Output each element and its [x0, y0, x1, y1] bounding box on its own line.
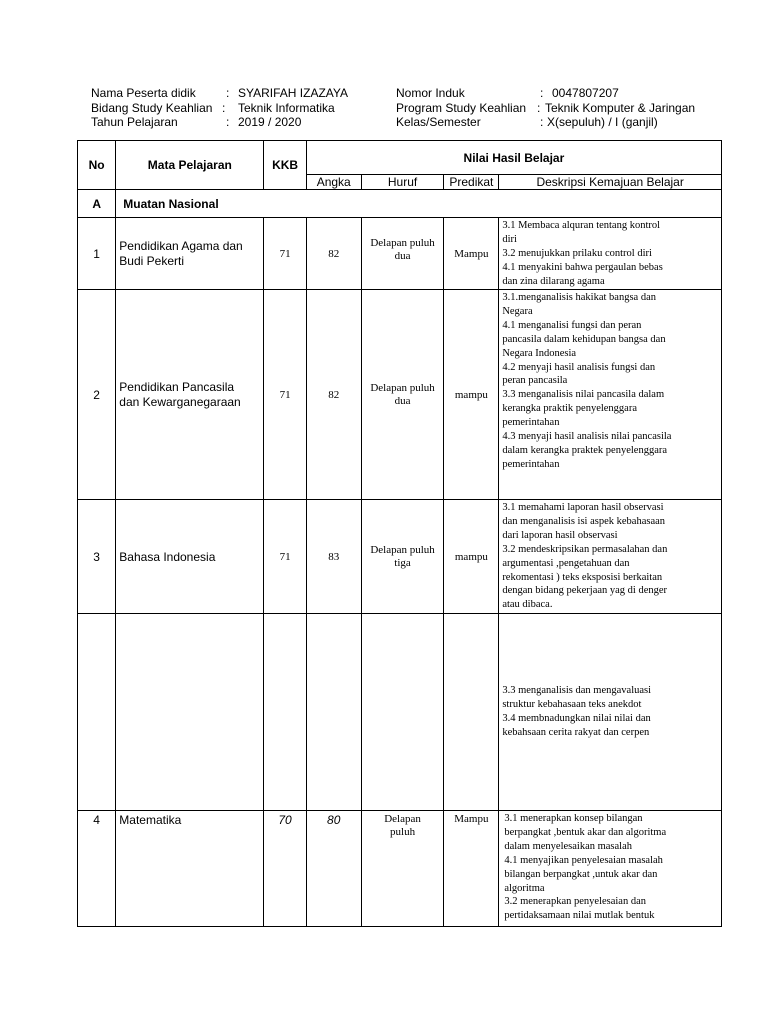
description-line: 4.3 menyaji hasil analisis nilai pancasila: [502, 431, 672, 443]
predicate-cell: Mampu: [444, 811, 499, 927]
header-no: No: [78, 141, 116, 190]
colon: :: [537, 100, 541, 115]
description-line: 3.1.menganalisis hakikat bangsa dan: [502, 292, 656, 303]
description-line: 3.2 mendeskripsikan permasalahan dan: [502, 543, 668, 555]
colon: :: [540, 86, 544, 100]
student-name-value: SYARIFAH IZAZAYA: [238, 86, 349, 100]
header-learning-results: Nilai Hasil Belajar: [306, 141, 721, 175]
description-line: dalam kerangka praktek penyelenggara: [502, 444, 668, 456]
subject-line: Matematika: [119, 813, 182, 827]
kkb-cell: 71: [264, 218, 306, 290]
student-id-label: Nomor Induk: [396, 86, 465, 100]
kkb-cell: 70: [264, 811, 306, 927]
subject-cell: [116, 218, 264, 290]
description-cell: [499, 500, 722, 614]
description-line: dan menganalisis isi aspek kebahasaan: [502, 515, 666, 527]
student-name-label: Nama Peserta didik: [91, 86, 196, 100]
score-number-cell: 82: [306, 290, 361, 500]
predicate-cell: mampu: [444, 290, 499, 500]
score-number-cell: [306, 614, 361, 811]
description-line: algoritma: [504, 882, 545, 894]
program-label: Program Study Keahlian: [396, 100, 527, 115]
subject-line: Pendidikan Agama dan: [119, 238, 243, 253]
field-value: Teknik Informatika: [238, 100, 335, 115]
description-line: peran pancasila: [502, 375, 568, 387]
description-line: pemerintahan: [502, 417, 560, 429]
score-letter-line: dua: [394, 249, 411, 262]
description-line: dan zina dilarang agama: [502, 275, 605, 287]
subject-cell: [116, 811, 264, 927]
header-subject: Mata Pelajaran: [116, 141, 264, 190]
description-line: dengan bidang pekerjaan yag di denger: [502, 585, 668, 597]
description-line: berpangkat ,bentuk akar dan algoritma: [504, 826, 667, 838]
table-row: [78, 290, 722, 500]
field-label: Bidang Study Keahlian: [91, 100, 213, 115]
description-line: pemerintahan: [502, 458, 560, 470]
description-line: 4.2 menyaji hasil analisis fungsi dan: [502, 361, 656, 373]
score-letter-cell: [361, 811, 444, 927]
header-predicate: Predikat: [444, 175, 499, 190]
description-line: struktur kebahasaan teks anekdot: [502, 699, 642, 711]
score-letter-line: Delapan puluh: [370, 381, 435, 394]
header-description: Deskripsi Kemajuan Belajar: [499, 175, 722, 190]
description-line: 4.1 menganalisi fungsi dan peran: [502, 319, 642, 331]
kkb-cell: [264, 614, 306, 811]
description-line: argumentasi ,pengetahuan dan: [502, 557, 630, 569]
year-value: 2019 / 2020: [238, 115, 302, 129]
description-line: 3.2 menujukkan prilaku control diri: [502, 247, 652, 259]
table-row: [78, 218, 722, 290]
program-value: Teknik Komputer & Jaringan: [545, 100, 696, 115]
subject-line: Budi Pekerti: [119, 253, 184, 268]
description-line: bilangan berpangkat ,untuk akar dan: [504, 868, 658, 880]
class-semester-label: Kelas/Semester: [396, 115, 481, 129]
header-score-number: Angka: [306, 175, 361, 190]
row-number: 4: [78, 811, 116, 927]
kkb-cell: 71: [264, 500, 306, 614]
description-line: pertidaksamaan nilai mutlak bentuk: [504, 910, 655, 922]
description-line: 3.1 memahami laporan hasil observasi: [502, 502, 664, 513]
description-line: atau dibaca.: [502, 599, 553, 611]
description-line: kebahsaan cerita rakyat dan cerpen: [502, 726, 650, 738]
predicate-cell: Mampu: [444, 218, 499, 290]
section-title: Muatan Nasional: [116, 190, 722, 218]
description-line: kerangka praktik penyelenggara: [502, 403, 637, 415]
description-line: Negara Indonesia: [502, 347, 577, 359]
class-semester-value: X(sepuluh) / I (ganjil): [547, 115, 658, 129]
description-cell: [499, 811, 722, 927]
score-letter-line: Delapan puluh: [370, 543, 435, 556]
predicate-cell: [444, 614, 499, 811]
description-cell: [499, 290, 722, 500]
description-line: pancasila dalam kehidupan bangsa dan: [502, 333, 666, 345]
description-line: Negara: [502, 305, 533, 317]
header-score-letter: Huruf: [361, 175, 444, 190]
score-letter-line: Delapan puluh: [370, 236, 435, 249]
colon: :: [226, 115, 230, 129]
description-line: 4.1 menyakini bahwa pergaulan bebas: [502, 261, 663, 273]
score-letter-line: dua: [394, 394, 411, 407]
description-line: 3.2 menerapkan penyelesaian dan: [504, 896, 647, 908]
row-number: 2: [78, 290, 116, 500]
score-number-cell: 82: [306, 218, 361, 290]
description-line: 4.1 menyajikan penyelesaian masalah: [504, 854, 663, 866]
kkb-cell: 71: [264, 290, 306, 500]
grades-table: [77, 140, 722, 927]
subject-cell: [116, 500, 264, 614]
section-code: A: [78, 190, 116, 218]
score-number-cell: 80: [306, 811, 361, 927]
subject-line: Pendidikan Pancasila: [119, 379, 235, 394]
row-number: [78, 614, 116, 811]
score-letter-cell: [361, 218, 444, 290]
description-line: 3.4 membnadungkan nilai nilai dan: [502, 713, 651, 724]
student-id-value: 0047807207: [552, 86, 619, 100]
score-letter-cell: [361, 500, 444, 614]
description-line: dalam menyelesaikan masalah: [504, 840, 633, 852]
score-letter-cell: [361, 614, 444, 811]
colon: :: [222, 100, 226, 115]
header-kkb: KKB: [264, 141, 306, 190]
subject-line: Bahasa Indonesia: [119, 549, 216, 564]
row-number: 1: [78, 218, 116, 290]
score-letter-line: tiga: [394, 556, 411, 569]
table-row: [78, 811, 722, 927]
description-line: 3.1 Membaca alquran tentang kontrol: [502, 220, 661, 231]
score-number-cell: 83: [306, 500, 361, 614]
table-row: [78, 500, 722, 614]
description-line: diri: [502, 233, 517, 245]
subject-line: dan Kewarganegaraan: [119, 394, 241, 409]
score-letter-line: puluh: [390, 826, 416, 838]
table-row-continuation: [78, 614, 722, 811]
description-line: dari laporan hasil observasi: [502, 529, 618, 541]
description-line: rekomentasi ) teks eksposisi berkaitan: [502, 571, 663, 583]
subject-cell: [116, 290, 264, 500]
description-line: 3.3 menganalisis dan mengavaluasi: [502, 685, 652, 697]
row-number: 3: [78, 500, 116, 614]
description-cell: [499, 218, 722, 290]
section-row: [78, 190, 722, 218]
score-letter-cell: [361, 290, 444, 500]
description-line: 3.1 menerapkan konsep bilangan: [504, 813, 643, 824]
subject-cell: [116, 614, 264, 811]
score-letter-line: Delapan: [384, 813, 421, 825]
description-line: 3.3 menganalisis nilai pancasila dalam: [502, 389, 665, 401]
year-label: Tahun Pelajaran: [91, 115, 178, 129]
colon: :: [226, 86, 230, 100]
description-cell: [499, 614, 722, 811]
predicate-cell: mampu: [444, 500, 499, 614]
colon: :: [540, 115, 544, 129]
